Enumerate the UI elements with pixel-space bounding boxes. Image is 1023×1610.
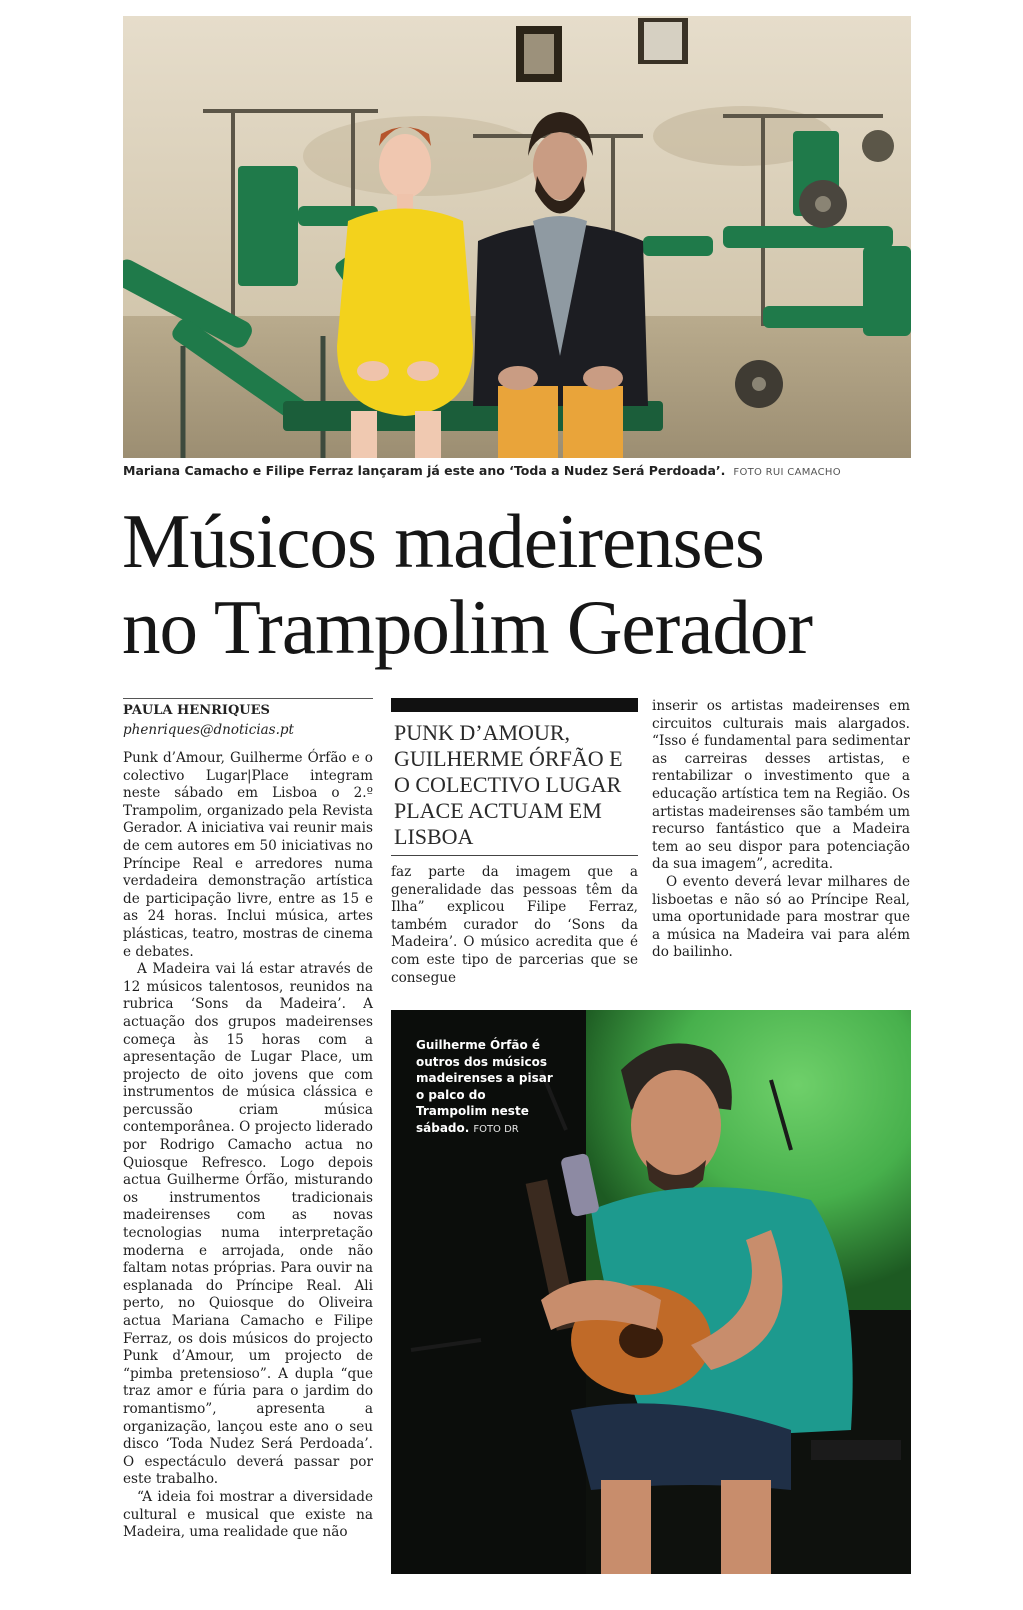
- paragraph: faz parte da imagem que a generalidade das pessoas têm da Ilha” explicou Filipe Ferraz, também curador do ‘Sons da Madeira’. O músico acredita que é com este tipo de parcerias que se consegue: [391, 864, 638, 986]
- pull-quote: PUNK D’AMOUR, GUILHERME ÓRFÃO E O COLECTIVO LUGAR PLACE ACTUAM EM LISBOA: [394, 720, 623, 849]
- headline-line-2: no Trampolim Gerador: [122, 584, 813, 670]
- paragraph: “A ideia foi mostrar a diversidade cultural e musical que existe na Madeira, uma realidade que não: [123, 1488, 373, 1541]
- paragraph: inserir os artistas madeirenses em circuitos culturais mais alargados. “Isso é fundamental para sedimentar as carreiras desses artistas, e rentabilizar o investimento que a educação artística tem na Região. Os artistas madeirenses são também um recurso fantástico que a Madeira tem ao seu dispor para potenciação da sua imagem”, acredita.: [652, 698, 910, 873]
- top-photo-illustration: [123, 16, 911, 458]
- headline-line-1: Músicos madeirenses: [122, 498, 764, 584]
- top-caption-text: Mariana Camacho e Filipe Ferraz lançaram já este ano ‘Toda a Nudez Será Perdoada’.: [123, 463, 726, 478]
- bottom-photo-credit: FOTO DR: [473, 1123, 519, 1135]
- body-column-1: [123, 750, 373, 1542]
- pull-quote-rule: [391, 855, 638, 856]
- body-column-3: [652, 698, 910, 962]
- byline-email[interactable]: phenriques@dnoticias.pt: [123, 722, 294, 738]
- top-photo-credit: FOTO RUI CAMACHO: [733, 467, 841, 478]
- paragraph: Punk d’Amour, Guilherme Órfão e o colectivo Lugar|Place integram neste sábado em Lisboa o 2.º Trampolim, organizado pela Revista Gerador. A iniciativa vai reunir mais de cem autores em 50 iniciativas no Príncipe Real e arredores numa verdadeira demonstração artística de participação livre, entre as 15 e as 24 horas. Inclui música, artes plásticas, teatro, mostras de cinema e debates.: [123, 750, 373, 960]
- bottom-photo-caption: [416, 1037, 556, 1138]
- pull-quote-bar: [391, 698, 638, 712]
- byline-rule: [123, 698, 373, 699]
- top-photo-caption: [123, 463, 923, 478]
- headline: [122, 498, 922, 670]
- top-photo: [123, 16, 911, 458]
- byline-author: PAULA HENRIQUES: [123, 703, 270, 718]
- body-column-2: [391, 864, 638, 987]
- paragraph: O evento deverá levar milhares de lisboetas e não só ao Príncipe Real, uma oportunidade para mostrar que a música na Madeira vai para além do bailinho.: [652, 873, 910, 961]
- paragraph: A Madeira vai lá estar através de 12 músicos talentosos, reunidos na rubrica ‘Sons da Madeira’. A actuação dos grupos madeirenses começa às 15 horas com a apresentação de Lugar Place, um projecto de oito jovens que com instrumentos de música clássica e percussão criam música contemporânea. O projecto liderado por Rodrigo Camacho actua no Quiosque Refresco. Logo depois actua Guilherme Órfão, misturando os instrumentos tradicionais madeirenses com as novas tecnologias numa interpretação moderna e arrojada, onde não faltam notas próprias. Para ouvir na esplanada do Príncipe Real. Ali perto, no Quiosque do Oliveira actua Mariana Camacho e Filipe Ferraz, os dois músicos do projecto Punk d’Amour, um projecto de “pimba pretensioso”. A dupla “que traz amor e fúria para o jardim do romantismo”, apresenta a organização, lançou este ano o seu disco ‘Toda Nudez Será Perdoada’. O espectáculo deverá passar por este trabalho.: [123, 961, 373, 1488]
- bottom-caption-text: Guilherme Órfão é outros dos músicos madeirenses a pisar o palco do Trampolim neste sábado.: [416, 1038, 553, 1135]
- stool: [811, 1440, 901, 1460]
